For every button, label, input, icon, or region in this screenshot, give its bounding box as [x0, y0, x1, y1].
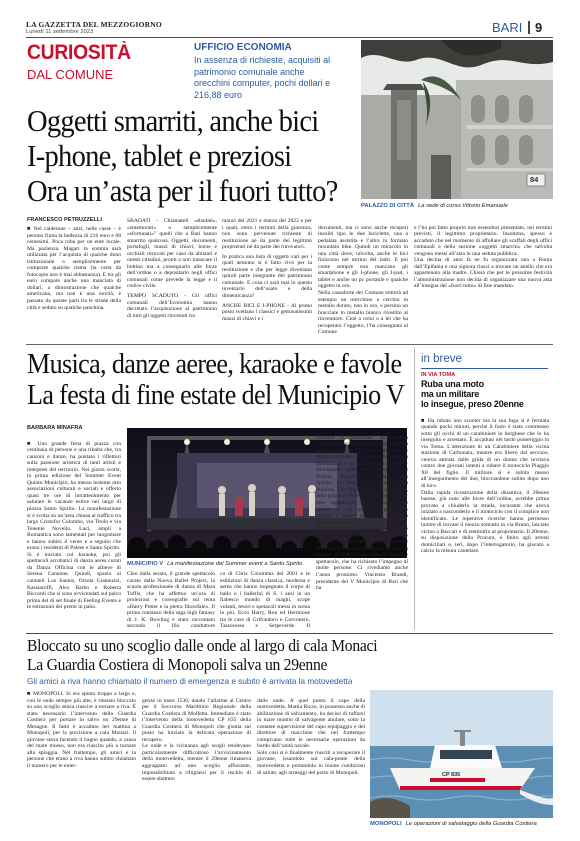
brief-box — [414, 347, 553, 630]
story2-col-4: conosce il patrocinio all’iniziativa supportata anche da 38 sponsor «Questa piazza ospitare è un bellissimo e doverosoriflesso a tutta la Polizia Municipale e le associazioni: Agorà – Movimento delle Idee, Nuova Ballet Project, Terrazzone, Mariani Santo Spirito, La forza delle donne, Tisia Pulchra, The Dream, Futura e Feeling, tutto grazie al Palese e Santo Spirito, per aver organizzato un momento come questo in cui possiamo apprezzare meglio il nostro territorio» – il suo ringraziamento. Michele Picaro, consigliere comunale e regionale: «Bisognerebbe ispirare più le realtà associative del Municipio perché lavorano in rete e organizzano un’attività capace di valorizzare cultura, sport e spettacolo, che ha richiesto l’impegno di molte persone. Ci rivediamo anche l’anno prossimo. Vincenzo Brandi, presidente del V Municipio di Bari che ha — [316, 434, 408, 592]
story2-col-1: ■ Uno grande festa di piazza con centinaia di persone e una ribalta che, tra canzoni e danze, ha puntato i riflettori sulla passione artistica di tanti artisti e interpreti del territorio. Nei giorni scorsi, la prima edizione del Summer Event Quinto Municipio, ha messo insieme otto associazioni culturali e sociali e offerto quasi tre ore di intrattenimento per salutare le vacanze estive nel largo di piazza Santo Spirito. La manifestazione si è svolta su un’area chiusa al traffico tra largo Cristofor Colombo, via Titolo e via Tenente Novello. Luci, ampli a Romantica sono lamentati per lungomare e hanno subito il vento e a seguito che erano i residenti di Palese e Santo Spirito. Si è iniziato col karaoke, poi gli spettacoli acrobatici di danza aerea curati da Danza Officina con le allieve di Serena Cannone. Quindi, spazio ai cantanti Los Santos, Orsola Giannuzzi, Kassiaroffi, Alex Barbo e Roberta Biccardi che si sono avvicendati sul palco prima del di set finale di Feeling Events e le estrazioni dei premi in palio. — [27, 440, 121, 611]
headline-line-1: Oggetti smarriti, anche bici — [27, 103, 319, 138]
coast-guard-photo — [370, 690, 553, 818]
brief-kicker-rule — [421, 368, 548, 369]
summer-event-caption — [127, 561, 302, 568]
story3-col-3: dalle onde. A quel punto il capo della motovedetta, Mattia Rizzo, in possesso anche di abilitazione di salvamento, ha deciso di tuffarsi in mare munito di salvagente anulare, sotto la costante supervisione del capo equipaggio e del direttore di macchine che nel frattempo compivano tutte le necessarie operazioni da bordo dell’unità navale. Solo così si è finalmente riusciti a recuperare il giovane, issandolo sul cala-ponte della motovedetta e portandolo in buone condizioni di salute, agli ormeggi del porto di Monopoli. — [257, 697, 365, 776]
story3-col-2: genze in mare 1530, dando l’allarme al Centro per il Soccorso Marittimo Regionale della Guardia Costiera di Molfetta. Immediato è stato l’intervento della motovedetta CP 835 della Guardia Costiera di Monopoli che giunta sul posto ha iniziato la delicata operazione di recupero. Le onde e la vicinanza agli scogli rendevano particolarmente difficoltoso l’avvicinamento della motovedetta, mentre il 29enne rimaneva aggrappato ad uno scoglio affiorante, impossibilitato a rifugiarsi per il rischio di essere sbattuto — [142, 697, 251, 783]
page-number: 9 — [535, 20, 543, 35]
brief-text: ■ Ha rubato uno scooter ma la sua fuga si è fermata quando pochi minuti, perché il furto è stato commesso sotto gli occhi di un carabiniere in borghese che lo ha inseguito e arrestato. È accaduto nel tardo pomeriggio in via Toma. L’attenzione di un Carabiniere della vicina stazione di Carbonara, mentre era libero dal servizio, veniva attirata dalle grida di un donna che invitava contro due giovani intenti a rubare il motociclo Piaggio X8 del figlio. Il militare si è subito messo all’inseguimento dei due, bloccandone subito dopo uno di loro. Dalla rapida ricostruzione della dinamica, il 20enne barese, già noto alle forze dell’ordine, avrebbe prima provato a chiuderlo la strada, incurante che aveva iniziato a nasconderlo e il motociclo con il complice non identificato. Le repentive ricerche hanno permesso inoltre di trovare il mezzo sottratto in via Bruno, lasciato vicino a Baccari e di restituirlo al proprietario. Il 20enne, su disposizione della Procura, è finito agli arresti domiciliari e, ieri, dopo l’interrogatorio, ha giocato a calcio la misura cautelare. — [421, 417, 549, 555]
caption-text: Le operazioni di salvataggio della Guardia Costiera — [405, 821, 537, 827]
caption-tag: MUNICIPIO V — [127, 561, 164, 567]
caption-tag: MONOPOLI — [370, 821, 402, 827]
coast-guard-caption — [370, 821, 537, 828]
story2-byline: BARBARA MINAFRA — [27, 425, 83, 431]
story1-col-2: SBADATI - Chiamateli «sbadati», «smemorati» o semplicemente «sfortunati»” quelli che a Bari hanno smarrito qualcosa. Oggetti, documenti, portafogli, mazzi di chiavi, borse e occhiali ritrovati per caso da abitanti e onesti cittadini, pronti a non intascare il bottino ma a consegnarlo alle forze dell’ordine o a depositarlo negli uffici comunali come prevede la legge e il codice civile. TEMPO SCADUTO - Gli uffici comunali dell’Economia hanno decretato l’acquisizione al patrimonio di tutti gli oggetti rinvenuti tra — [127, 218, 217, 319]
section-rule-2 — [26, 633, 553, 634]
story2-headline-line-1: Musica, danze aeree, karaoke e favole — [27, 348, 402, 380]
divider — [528, 21, 530, 34]
story2-col-2: Cleo dalla serata, il grande spettacolo curato dalla Nuova Ballet Project, la scuola professionale di danza di Mara Toffis, che ha affettuo un’ora di proiezioni e coreografie sul tema «Harry Potter e la pietra filosofale». Il primo romanzo della saga high fantasy di J. K. Rowling è stato raccontato secondo il filo conduttore — [127, 571, 215, 630]
story2-headline — [27, 349, 467, 411]
masthead-rule — [26, 37, 553, 38]
story1-headline — [27, 103, 357, 208]
caption-text: La sede di corso Vittorio Emanuele — [418, 203, 508, 209]
issue-date: Lunedì 11 settembre 2023 — [26, 29, 94, 35]
caption-text: La manifestazione del Summer event a Santo Spirito — [167, 561, 303, 567]
caption-tag: PALAZZO DI CITTÀ — [361, 203, 415, 209]
vessel-number: CP 835 — [442, 772, 461, 778]
palazzo-photo — [361, 40, 553, 199]
brief-kicker: in breve — [421, 353, 462, 365]
story1-byline: FRANCESCO PETRUZZELLI — [27, 217, 102, 223]
section-subtitle: DAL COMUNE — [27, 67, 114, 82]
headline-line-3: Ora un’asta per il fuori tutto? — [27, 173, 338, 208]
brief-headline-line-2: ma un militare — [421, 389, 480, 399]
story3-col-1: ■ MONOPOLI. Si era spinto troppo a largo e, con le onde sempre più alte, è rimasto bloccato su uno scoglio senza riuscire a tornare a riva. È stato necessario l’intervento della Guardia Costiera per portare in salvo un 29enne di Mesagne. Il fatto è accaduto ieri mattina a Monopoli, per la precisione a cala Monaci. Il giovane stava facendo il bagno quando, a causa del mare mosso, non era riuscito più a tornare alla spiaggia. Nel frattempo, gli amici e la persone che erano a riva hanno subito chiamato il numero per le emer- — [27, 691, 136, 770]
section-rule-1 — [26, 344, 553, 345]
story3-headline — [27, 636, 527, 674]
section-title: CURIOSITÀ — [27, 41, 131, 64]
story2-col-3: co di Chris Columbus del 2001 e le esibizioni di danza classica, moderna e aerea che hanno impegnato il corpo di ballo e i ballerini di S. i ansì in un fiabesco mondo di maghi, scope volanti, tesori e spetacoli messi in scena in più. Ecco Harry, Ron ed Hermione tra le case di Grifondoro e Corvonero, Tassorosso e Serpeverde. Il — [220, 571, 310, 630]
story3-headline-line-1: Bloccato su uno scoglio dalle onde al largo di cala Monaci — [27, 636, 378, 655]
brief-headline — [421, 379, 553, 409]
palazzo-illustration — [361, 40, 553, 199]
photo-house-number: 84 — [530, 175, 539, 184]
brief-label: IN VIA TOMA — [421, 372, 456, 378]
coast-guard-illustration — [370, 690, 553, 818]
story2-headline-line-2: La festa di fine estate del Municipio V — [27, 379, 405, 411]
story1-col-1: ■ Nel calderone – anzi, nelle casse – è persino finita la bellezza di 216 euro e 88 centesimi. Poca roba per un ente locale. Ma pazienza. Magari la somma sarà utilizzata per l’acquisto di qualche dono istituzionale o semplicemente per comprare qualche risma (la carta da fotocopie non è mai abbastanza). E tra gli euro compare anche una manciata di dollari, a dimostrazione che qualche americano, ma non è una novità, è passato da queste parti tra le strade della città e seduto su qualche panchina. — [27, 226, 121, 311]
story1-deck: In assenza di richieste, acquisiti al patrimonio comunale anche orecchini computer, pochi dollari e 216,88 euro — [194, 55, 331, 100]
story3-deck: Gli amici a riva hanno chiamato il numero di emergenza e subito è arrivata la motovedetta — [27, 677, 353, 686]
story1-kicker: UFFICIO ECONOMIA — [194, 42, 292, 53]
city-label: BARI — [492, 20, 523, 35]
paper-name: LA GAZZETTA DEL MEZZOGIORNO — [26, 20, 162, 29]
story1-col-4: documenti, ma ci sono anche recuperi insoliti tipo le due biciclette, una a pedalata assistita e l’altra in formato mountain bike. Quindi un miracolo in una città dove, talvolta, anche le bici finiscono nel mirino dei ladri. E poi come sempre non mancano gli smartphone e gli I-phone, gli I-pad, i tablet e anche un pc portatile e qualche oggetto in oro. Nella cassaforte del Comune entrerà ad esempio un orecchino a cerchio in metallo dorato, non in oro, e persino un bracciale in metallo bianco rivestito al rinvenitore. Cioè a colui o a lei che ha recuperato l’oggetto, l’ha consegnato al Comune — [318, 224, 408, 336]
brief-headline-line-3: lo insegue, preso 20enne — [421, 399, 524, 409]
headline-line-2: I-phone, tablet e preziosi — [27, 138, 292, 173]
story1-col-5: e l’ha poi fatto proprio non essendosi presentato, nei termini previsti, il legittimo proprietario. Insomma, spesso è accaduto che nel momento di affollare gli scaffali degli uffici comunali e della sezione «oggetti smarriti» che talvolta vengono messi all’asta in una seduta pubblica. Una decina di anni fa ne fu organizzata una a Roma dall’Epifania e una signora riuscì a trovare un anello che era appartenuto alla madre. Chissà che per le prossime festività l’amministrazione non decida di organizzare una nuova asta all’insegna del «fuori tutto» di fine mandato. — [414, 224, 552, 290]
story3-headline-line-2: La Guardia Costiera di Monopoli salva un 29enne — [27, 655, 328, 674]
palazzo-caption — [361, 203, 508, 210]
story1-col-3: marzo del 2021 e marzo del 2022 e per i quali, entro i termini della giacenza, non sono pervenute richieste di restituzione né da parte dei legittimi proprietari né da parte dei ritrovatori. In pratica una lista di oggetti vari per i quali nessuno si è fatto vivo per la restituzione e che per legge diventano quindi parte integrante del patrimonio comunale. E cosa ci sarà mai in questo inventario dell’usato e della dimenticanza? ANCHE BICI E I-PHONE - Al primo posto svettano i classici e gettonatissimi mazzi di chiavi e i — [222, 218, 312, 322]
brief-headline-line-1: Ruba una moto — [421, 379, 484, 389]
masthead — [0, 0, 580, 36]
